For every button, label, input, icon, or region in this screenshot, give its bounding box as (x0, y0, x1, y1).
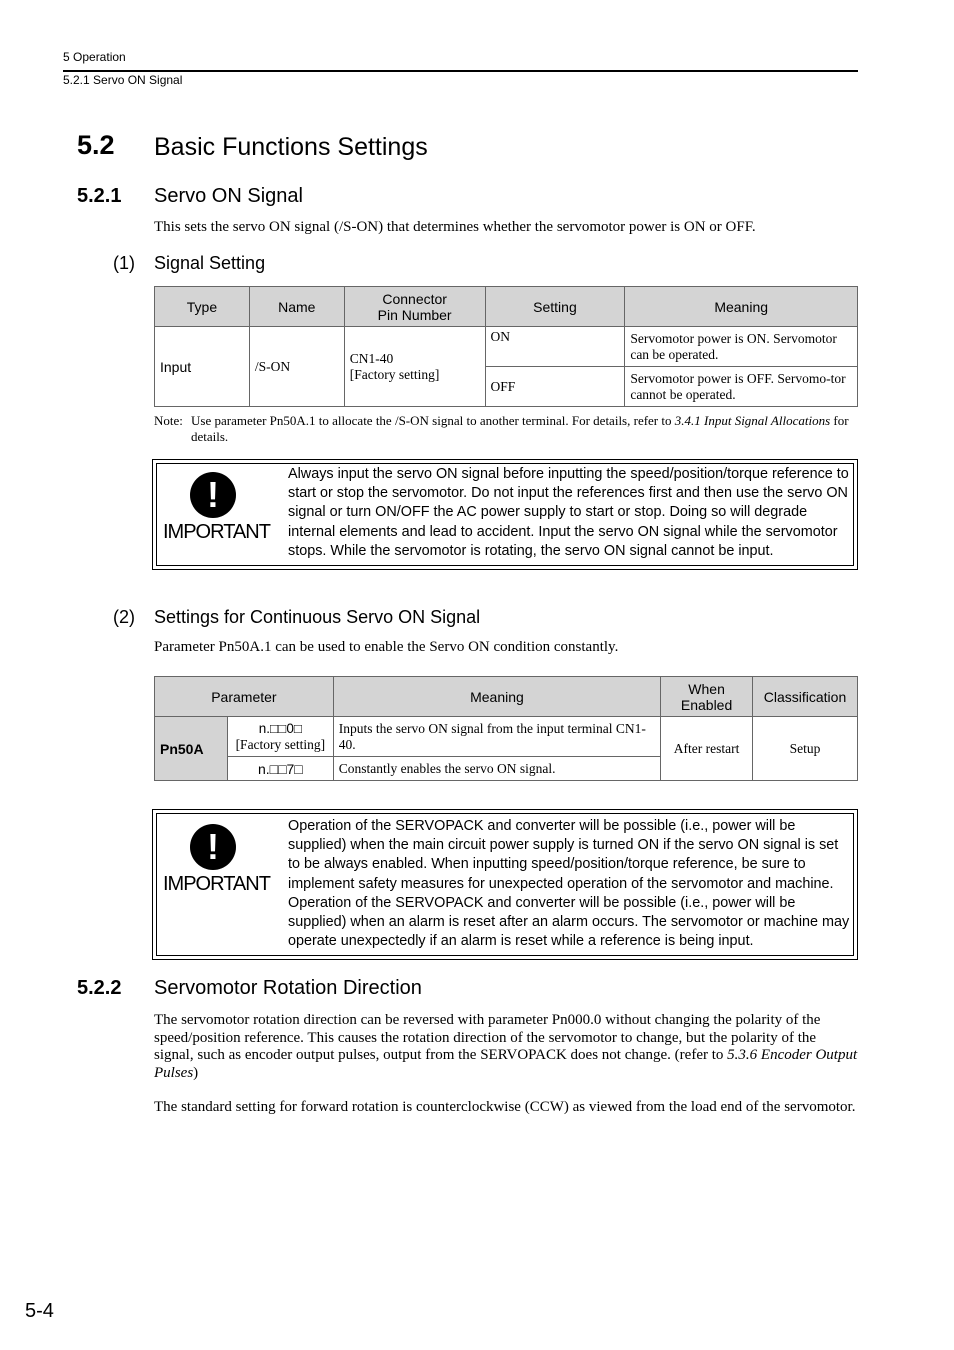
connector-pin: CN1-40 (349, 350, 394, 366)
intro-paragraph: This sets the servo ON signal (/S-ON) that determines whether the servomotor power is ON or OFF. (154, 219, 756, 235)
classification-value: Setup (753, 717, 858, 781)
parameter-value-1: n.□□7□ (227, 757, 333, 781)
header-meaning: Meaning (333, 677, 660, 717)
section-number: 5.2 (77, 130, 115, 160)
rotation-paragraph-2: The standard setting for forward rotation is counterclockwise (CCW) as viewed from the load end of the servomotor. (154, 1099, 856, 1115)
note (154, 413, 858, 445)
header-when-enabled (661, 677, 753, 717)
header-parameter: Parameter (155, 677, 334, 717)
header-meaning: Meaning (625, 287, 858, 327)
heading-title: Settings for Continuous Servo ON Signal (154, 607, 481, 627)
value-note: [Factory setting] (235, 736, 326, 752)
meaning-off: Servomotor power is OFF. Servomo-tor cannot be operated. (625, 367, 858, 407)
header-connector (344, 287, 485, 327)
header-when-line1: When (688, 680, 725, 697)
important-text-2a: Operation of the SERVOPACK and converter will be possible (i.e., power will be supplied) when the main circuit power supply is turned ON if the servo ON signal is set to be always enabled. When inputting speed/position/torque reference, be sure to implement safety measures for unexpected operation of the servomotor and machine. (288, 818, 839, 892)
connector-factory-setting: [Factory setting] (349, 366, 440, 382)
continuous-paragraph: Parameter Pn50A.1 can be used to enable the Servo ON condition constantly. (154, 639, 619, 655)
note-prefix: Note: (154, 413, 183, 428)
subsection-number: 5.2.2 (77, 977, 122, 999)
when-enabled-value: After restart (661, 717, 753, 781)
meaning-on: Servomotor power is ON. Servomotor can be operated. (625, 327, 858, 367)
heading-number: (2) (113, 607, 135, 627)
important-text-2b: Operation of the SERVOPACK and converter will be possible (i.e., power will be supplied) when an alarm is reset after an alarm occurs. The servomotor or machine may operate unexpectedly if an alarm is reset while a reference is being input. (288, 894, 850, 950)
important-box-1 (152, 459, 858, 570)
rotation-text-end: ) (193, 1064, 199, 1081)
signal-name: /S-ON (249, 327, 344, 407)
running-header-section: 5.2.1 Servo ON Signal (63, 73, 183, 87)
setting-on: ON (485, 327, 625, 367)
rotation-paragraph-1 (154, 1012, 858, 1082)
continuous-heading (113, 607, 481, 628)
important-text-1: Always input the servo ON signal before inputting the speed/position/torque reference to start or stop the servomotor. Do not input the references first and then use the servo ON signal or turn ON/OFF the AC power supply to start or stop. Doing so will degrade internal elements and lead to accident. Input the servo ON signal while the servomotor stops. While the servomotor is rotating, the servo ON signal cannot be input. (288, 466, 849, 559)
important-box-2 (152, 809, 858, 960)
signal-connector (344, 327, 485, 407)
note-suffix: for details. (191, 413, 849, 444)
heading-title: Signal Setting (154, 253, 266, 273)
header-name: Name (249, 287, 344, 327)
signal-type: Input (155, 327, 250, 407)
parameter-meaning-1: Constantly enables the servo ON signal. (333, 757, 660, 781)
note-body (154, 413, 858, 445)
exclamation-icon: ! (190, 824, 236, 870)
header-connector-line2: Pin Number (377, 306, 452, 323)
signal-table (154, 286, 858, 407)
important-text-2 (288, 817, 851, 951)
header-classification: Classification (753, 677, 858, 717)
heading-number: (1) (113, 253, 135, 273)
header-connector-line1: Connector (382, 290, 447, 307)
parameter-name: Pn50A (155, 717, 228, 781)
rotation-text: The servomotor rotation direction can be reversed with parameter Pn000.0 without changing the polarity of the speed/position reference. This causes the rotation direction of the servomotor to change, but the polarity of the signal, such as encoder output pulses, output from the SERVOPACK does not change. (refer to (154, 1012, 821, 1063)
important-label: IMPORTANT (163, 873, 270, 895)
setting-off: OFF (485, 367, 625, 407)
header-setting: Setting (485, 287, 625, 327)
page-number: 5-4 (25, 1300, 54, 1322)
signal-setting-heading (113, 253, 266, 274)
section-title: Basic Functions Settings (154, 133, 428, 161)
header-type: Type (155, 287, 250, 327)
note-text: Use parameter Pn50A.1 to allocate the /S-ON signal to another terminal. For details, refer to (191, 413, 675, 428)
exclamation-icon: ! (190, 472, 236, 518)
rotation-reference: 5.3.6 Encoder Output Pulses (154, 1047, 858, 1081)
running-header-chapter: 5 Operation (63, 50, 126, 64)
parameter-value-0 (227, 717, 333, 757)
note-reference: 3.4.1 Input Signal Allocations (674, 413, 831, 428)
subsection-number: 5.2.1 (77, 185, 122, 207)
value-code: n.□□0□ (258, 720, 302, 736)
header-when-line2: Enabled (680, 696, 733, 713)
subsection-title: Servomotor Rotation Direction (154, 977, 422, 999)
header-rule (63, 70, 858, 72)
subsection-title: Servo ON Signal (154, 185, 303, 207)
parameter-meaning-0: Inputs the servo ON signal from the input terminal CN1-40. (333, 717, 660, 757)
parameter-table (154, 676, 858, 781)
important-label: IMPORTANT (163, 521, 270, 543)
